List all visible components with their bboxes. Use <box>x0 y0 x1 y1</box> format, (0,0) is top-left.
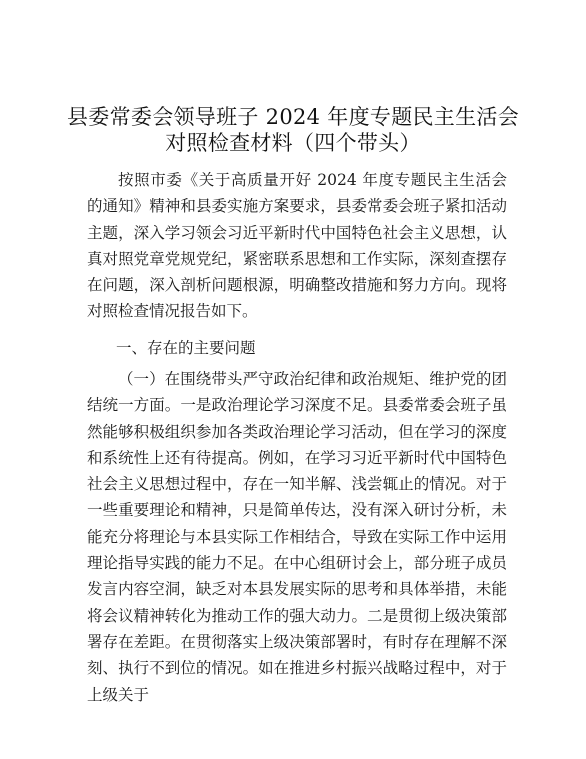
document-title-line-1: 县委常委会领导班子 2024 年度专题民主生活会 <box>67 105 519 129</box>
document-title-line-2: 对照检查材料（四个带头） <box>165 131 421 155</box>
intro-paragraph: 按照市委《关于高质量开好 2024 年度专题民主生活会的通知》精神和县委实施方案要求，县委常委会班子紧扣活动主题，深入学习领会习近平新时代中国特色社会主义思想，认真对照党章党规党纪，紧密联系思想和工作实际，深刻查摆存在问题，深入剖析问题根源，明确整改措施和努力方向。现将对照检查情况报告如下。 <box>87 171 507 321</box>
section-heading: 一、存在的主要问题 <box>116 339 256 357</box>
section-paragraph: （一）在围绕带头严守政治纪律和政治规矩、维护党的团结统一方面。一是政治理论学习深度不足。县委常委会班子虽然能够积极组织参加各类政治理论学习活动，但在学习的深度和系统性上还有待提高。例如，在学习习近平新时代中国特色社会主义思想过程中，存在一知半解、浅尝辄止的情况。对于一些重要理论和精神，只是简单传达，没有深入研讨分析，未能充分将理论与本县实际工作相结合，导致在实际工作中运用理论指导实践的能力不足。在中心组研讨会上，部分班子成员发言内容空洞，缺乏对本县发展实际的思考和具体举措，未能将会议精神转化为推动工作的强大动力。二是贯彻上级决策部署存在差距。在贯彻落实上级决策部署时，有时存在理解不深刻、执行不到位的情况。如在推进乡村振兴战略过程中，对于上级关于 <box>87 370 507 704</box>
